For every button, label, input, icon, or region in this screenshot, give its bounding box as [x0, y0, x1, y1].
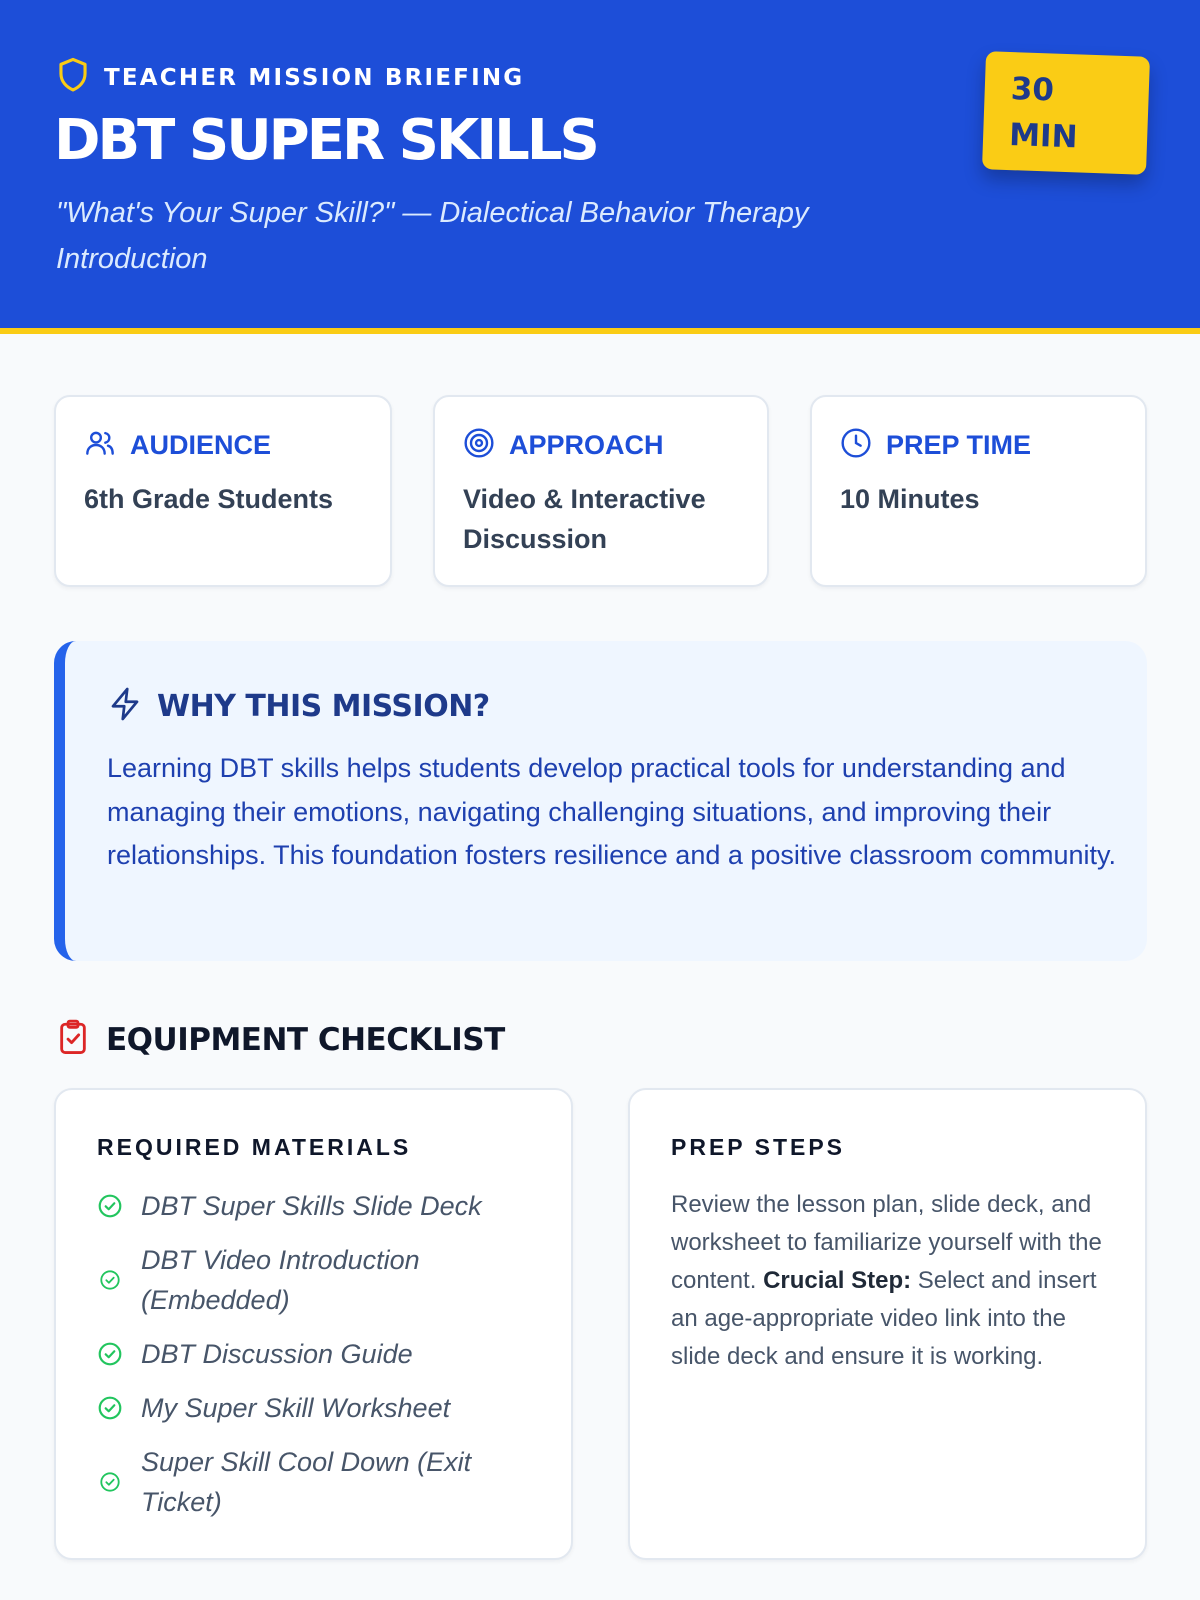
check-circle-icon [97, 1341, 123, 1367]
list-item [97, 1388, 517, 1428]
why-mission-callout [54, 641, 1147, 961]
page-title: DBT SUPER SKILLS [54, 108, 597, 173]
check-circle-icon [97, 1269, 123, 1291]
target-icon [463, 427, 495, 464]
card-label: APPROACH [509, 430, 664, 460]
list-item [97, 1334, 517, 1374]
material-text: DBT Discussion Guide [141, 1339, 413, 1369]
prep-text-after: Select and insert an age-appropriate video link into the slide deck and ensure it is working. [671, 1267, 1097, 1370]
check-circle-icon [97, 1193, 123, 1219]
header-banner [0, 0, 1200, 334]
material-text: DBT Super Skills Slide Deck [141, 1191, 482, 1221]
prep-title: PREP STEPS [671, 1134, 846, 1160]
duration-badge [982, 51, 1150, 175]
prep-steps-text [671, 1186, 1121, 1376]
page-subtitle: "What's Your Super Skill?" — Dialectical Behavior Therapy Introduction [56, 197, 809, 275]
card-value: 10 Minutes [840, 484, 980, 514]
check-circle-icon [97, 1395, 123, 1421]
equipment-heading [56, 1018, 505, 1061]
card-label: AUDIENCE [130, 430, 272, 460]
list-item [97, 1186, 517, 1226]
crucial-step-label: Crucial Step: [763, 1267, 912, 1294]
shield-icon [56, 56, 90, 99]
clock-icon [840, 427, 872, 464]
why-title: WHY THIS MISSION? [157, 689, 490, 724]
duration-unit: MIN [1008, 117, 1079, 156]
info-card-prep-time [810, 395, 1147, 587]
card-label: PREP TIME [886, 430, 1032, 460]
list-item [97, 1442, 517, 1522]
required-materials-panel [54, 1088, 573, 1560]
lightning-icon [107, 685, 143, 728]
equipment-title: EQUIPMENT CHECKLIST [106, 1021, 505, 1058]
check-circle-icon [97, 1471, 123, 1493]
card-value: 6th Grade Students [84, 484, 334, 514]
duration-number: 30 [1010, 71, 1055, 109]
material-text: My Super Skill Worksheet [141, 1393, 451, 1423]
why-body: Learning DBT skills helps students develop practical tools for understanding and managing their emotions, navigating challenging situations, and improving their relationships. This foundation fosters resilience and a positive classroom community. [107, 753, 1116, 870]
info-card-audience [54, 395, 392, 587]
materials-list [97, 1186, 517, 1536]
materials-title: REQUIRED MATERIALS [97, 1134, 412, 1160]
info-card-approach [433, 395, 769, 587]
header-kicker [56, 56, 524, 99]
clipboard-check-icon [56, 1018, 90, 1061]
prep-text-before: Review the lesson plan, slide deck, and worksheet to familiarize yourself with the content. [671, 1191, 1102, 1294]
card-value: Video & Interactive Discussion [463, 484, 706, 554]
users-icon [84, 427, 116, 464]
kicker-text: TEACHER MISSION BRIEFING [104, 64, 525, 91]
list-item [97, 1240, 517, 1320]
material-text: Super Skill Cool Down (Exit Ticket) [141, 1447, 472, 1517]
material-text: DBT Video Introduction (Embedded) [141, 1245, 420, 1315]
prep-steps-panel [628, 1088, 1147, 1560]
